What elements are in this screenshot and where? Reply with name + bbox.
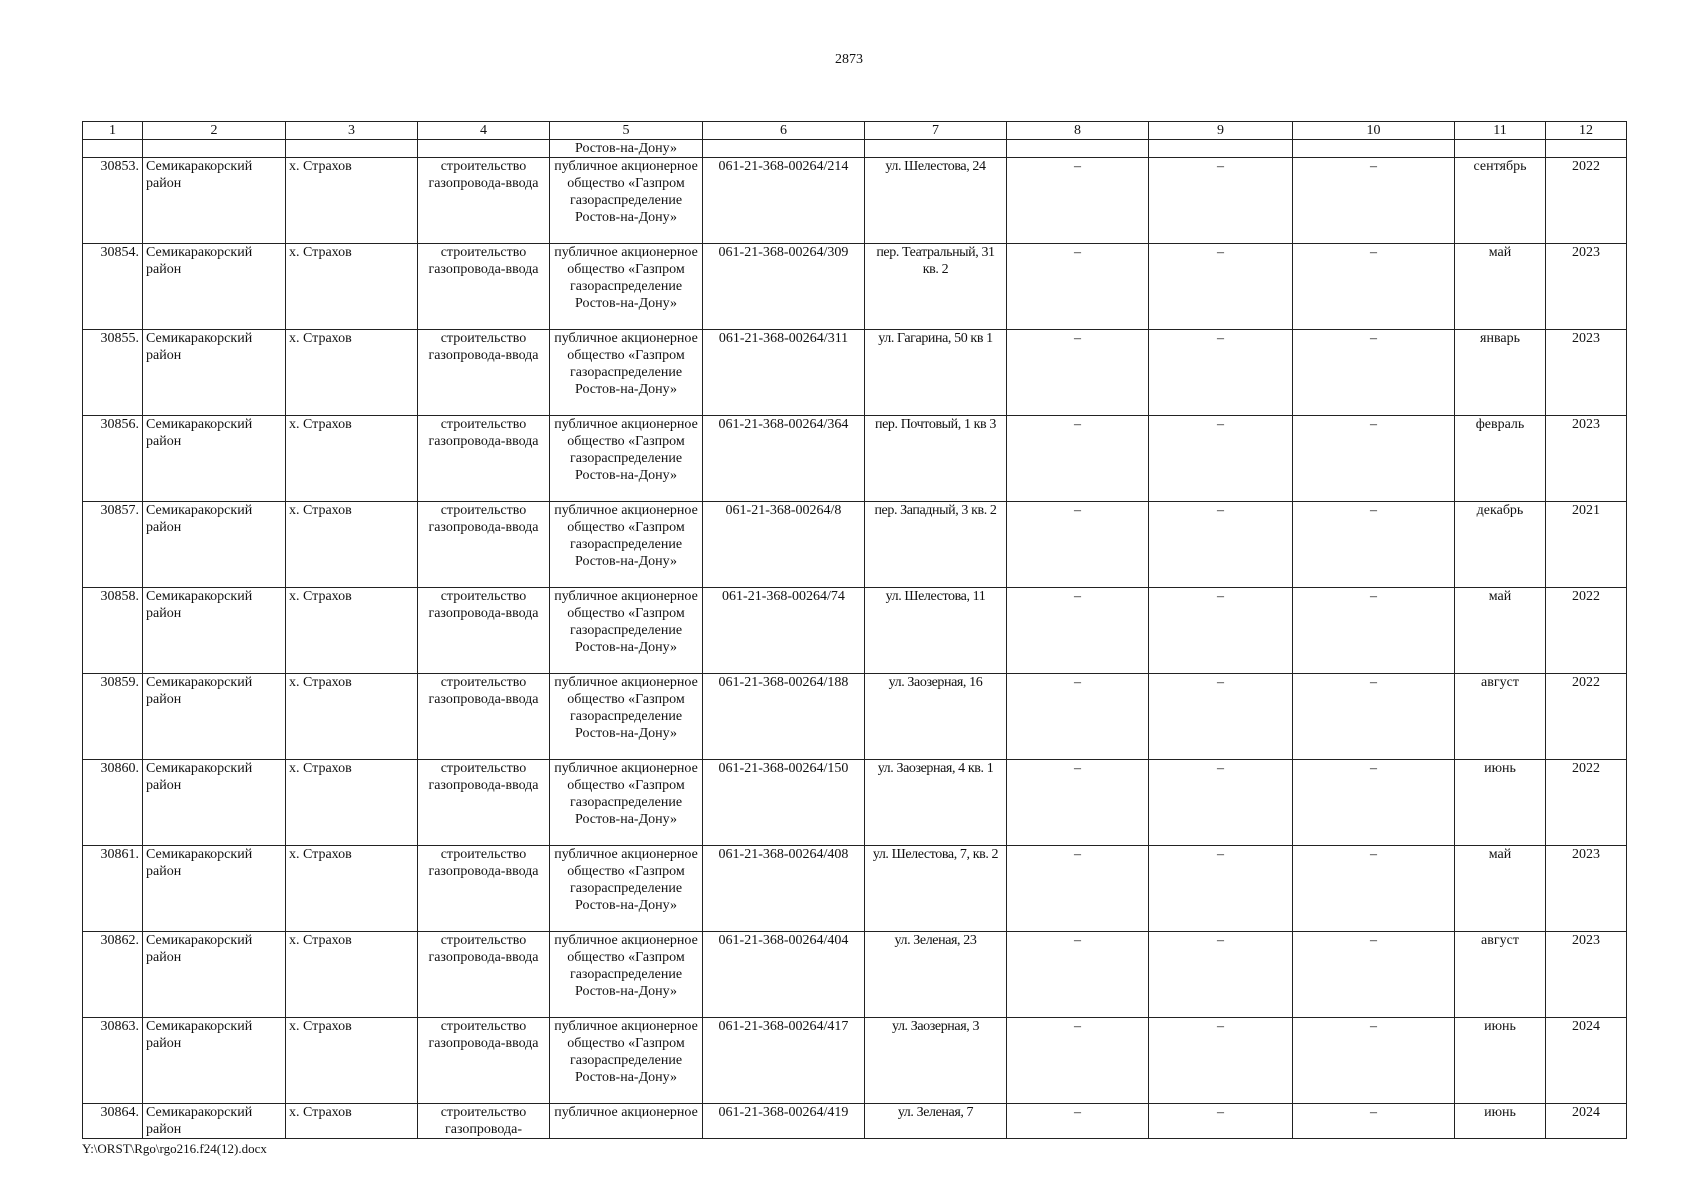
column-9-cell: – [1149, 502, 1293, 588]
work-type-cell: строительство газопровода-ввода [418, 244, 550, 330]
empty-cell [286, 140, 418, 158]
row-number-cell: 30862. [83, 932, 143, 1018]
work-type-cell: строительство газопровода-ввода [418, 760, 550, 846]
month-cell: май [1455, 588, 1546, 674]
year-cell: 2023 [1546, 932, 1627, 1018]
table-row [83, 158, 1627, 244]
table-row [83, 674, 1627, 760]
organization-cell: публичное акционерное общество «Газпром газораспределение Ростов-на-Дону» [550, 502, 703, 588]
district-cell: Семикаракорский район [143, 244, 286, 330]
registration-code-cell: 061-21-368-00264/188 [703, 674, 865, 760]
empty-cell [143, 140, 286, 158]
address-cell: ул. Заозерная, 3 [865, 1018, 1007, 1104]
column-8-cell: – [1007, 932, 1149, 1018]
column-10-cell: – [1293, 932, 1455, 1018]
address-cell: ул. Зеленая, 23 [865, 932, 1007, 1018]
registration-code-cell: 061-21-368-00264/311 [703, 330, 865, 416]
organization-cell: публичное акционерное общество «Газпром газораспределение Ростов-на-Дону» [550, 932, 703, 1018]
column-10-cell: – [1293, 416, 1455, 502]
table-row [83, 846, 1627, 932]
organization-cell: публичное акционерное общество «Газпром газораспределение Ростов-на-Дону» [550, 158, 703, 244]
address-cell: ул. Зеленая, 7 [865, 1104, 1007, 1139]
column-9-cell: – [1149, 932, 1293, 1018]
registration-code-cell: 061-21-368-00264/309 [703, 244, 865, 330]
month-cell: июнь [1455, 1104, 1546, 1139]
address-cell: пер. Почтовый, 1 кв 3 [865, 416, 1007, 502]
table-row [83, 502, 1627, 588]
register-table [82, 121, 1627, 1139]
table-row [83, 330, 1627, 416]
registration-code-cell: 061-21-368-00264/408 [703, 846, 865, 932]
year-cell: 2023 [1546, 330, 1627, 416]
year-cell: 2022 [1546, 158, 1627, 244]
month-cell: май [1455, 244, 1546, 330]
settlement-cell: х. Страхов [286, 588, 418, 674]
empty-cell [83, 140, 143, 158]
year-cell: 2022 [1546, 674, 1627, 760]
column-number: 11 [1455, 122, 1546, 140]
address-cell: ул. Заозерная, 4 кв. 1 [865, 760, 1007, 846]
district-cell: Семикаракорский район [143, 158, 286, 244]
column-9-cell: – [1149, 588, 1293, 674]
row-number-cell: 30856. [83, 416, 143, 502]
work-type-cell: строительство газопровода-ввода [418, 932, 550, 1018]
work-type-cell: строительство газопровода-ввода [418, 502, 550, 588]
column-9-cell: – [1149, 330, 1293, 416]
table-row [83, 588, 1627, 674]
month-cell: сентябрь [1455, 158, 1546, 244]
column-number: 12 [1546, 122, 1627, 140]
district-cell: Семикаракорский район [143, 588, 286, 674]
column-9-cell: – [1149, 674, 1293, 760]
registration-code-cell: 061-21-368-00264/150 [703, 760, 865, 846]
page-number: 2873 [835, 52, 863, 67]
registration-code-cell: 061-21-368-00264/364 [703, 416, 865, 502]
column-number-row [83, 122, 1627, 140]
settlement-cell: х. Страхов [286, 330, 418, 416]
column-10-cell: – [1293, 674, 1455, 760]
organization-cell: публичное акционерное общество «Газпром газораспределение Ростов-на-Дону» [550, 330, 703, 416]
column-number: 5 [550, 122, 703, 140]
registration-code-cell: 061-21-368-00264/74 [703, 588, 865, 674]
organization-cell: публичное акционерное общество «Газпром газораспределение Ростов-на-Дону» [550, 588, 703, 674]
work-type-cell: строительство газопровода-ввода [418, 1018, 550, 1104]
column-10-cell: – [1293, 244, 1455, 330]
column-8-cell: – [1007, 1018, 1149, 1104]
table-row [83, 1018, 1627, 1104]
settlement-cell: х. Страхов [286, 158, 418, 244]
column-8-cell: – [1007, 244, 1149, 330]
district-cell: Семикаракорский район [143, 674, 286, 760]
registration-code-cell: 061-21-368-00264/404 [703, 932, 865, 1018]
column-9-cell: – [1149, 416, 1293, 502]
address-cell: пер. Западный, 3 кв. 2 [865, 502, 1007, 588]
column-number: 9 [1149, 122, 1293, 140]
month-cell: июнь [1455, 1018, 1546, 1104]
month-cell: август [1455, 932, 1546, 1018]
column-8-cell: – [1007, 846, 1149, 932]
settlement-cell: х. Страхов [286, 1018, 418, 1104]
column-9-cell: – [1149, 760, 1293, 846]
work-type-cell: строительство газопровода-ввода [418, 674, 550, 760]
month-cell: май [1455, 846, 1546, 932]
row-number-cell: 30858. [83, 588, 143, 674]
settlement-cell: х. Страхов [286, 760, 418, 846]
table-row [83, 1104, 1627, 1139]
district-cell: Семикаракорский район [143, 760, 286, 846]
column-number: 8 [1007, 122, 1149, 140]
empty-cell [703, 140, 865, 158]
empty-cell [865, 140, 1007, 158]
column-8-cell: – [1007, 330, 1149, 416]
month-cell: январь [1455, 330, 1546, 416]
empty-cell [1149, 140, 1293, 158]
organization-cell: публичное акционерное общество «Газпром газораспределение Ростов-на-Дону» [550, 760, 703, 846]
table-row [83, 760, 1627, 846]
registration-code-cell: 061-21-368-00264/419 [703, 1104, 865, 1139]
organization-cell: публичное акционерное общество «Газпром газораспределение Ростов-на-Дону» [550, 846, 703, 932]
year-cell: 2023 [1546, 416, 1627, 502]
table-row [83, 416, 1627, 502]
column-10-cell: – [1293, 502, 1455, 588]
work-type-cell: строительство газопровода- [418, 1104, 550, 1139]
empty-cell [1546, 140, 1627, 158]
settlement-cell: х. Страхов [286, 846, 418, 932]
column-number: 3 [286, 122, 418, 140]
month-cell: июнь [1455, 760, 1546, 846]
year-cell: 2022 [1546, 760, 1627, 846]
column-9-cell: – [1149, 244, 1293, 330]
column-9-cell: – [1149, 158, 1293, 244]
row-number-cell: 30860. [83, 760, 143, 846]
organization-cell: Ростов-на-Дону» [550, 140, 703, 158]
address-cell: ул. Шелестова, 24 [865, 158, 1007, 244]
empty-cell [1293, 140, 1455, 158]
column-number: 10 [1293, 122, 1455, 140]
settlement-cell: х. Страхов [286, 244, 418, 330]
year-cell: 2023 [1546, 244, 1627, 330]
row-number-cell: 30857. [83, 502, 143, 588]
column-10-cell: – [1293, 846, 1455, 932]
column-number: 7 [865, 122, 1007, 140]
year-cell: 2024 [1546, 1018, 1627, 1104]
column-8-cell: – [1007, 158, 1149, 244]
settlement-cell: х. Страхов [286, 502, 418, 588]
column-10-cell: – [1293, 330, 1455, 416]
work-type-cell: строительство газопровода-ввода [418, 416, 550, 502]
empty-cell [1455, 140, 1546, 158]
column-number: 1 [83, 122, 143, 140]
settlement-cell: х. Страхов [286, 416, 418, 502]
column-8-cell: – [1007, 416, 1149, 502]
column-number: 6 [703, 122, 865, 140]
address-cell: ул. Заозерная, 16 [865, 674, 1007, 760]
row-number-cell: 30854. [83, 244, 143, 330]
row-number-cell: 30861. [83, 846, 143, 932]
address-cell: ул. Шелестова, 7, кв. 2 [865, 846, 1007, 932]
settlement-cell: х. Страхов [286, 674, 418, 760]
column-8-cell: – [1007, 502, 1149, 588]
column-10-cell: – [1293, 1018, 1455, 1104]
column-number: 4 [418, 122, 550, 140]
year-cell: 2021 [1546, 502, 1627, 588]
year-cell: 2024 [1546, 1104, 1627, 1139]
row-number-cell: 30863. [83, 1018, 143, 1104]
organization-cell: публичное акционерное общество «Газпром газораспределение Ростов-на-Дону» [550, 674, 703, 760]
column-10-cell: – [1293, 158, 1455, 244]
empty-cell [418, 140, 550, 158]
month-cell: декабрь [1455, 502, 1546, 588]
district-cell: Семикаракорский район [143, 1104, 286, 1139]
district-cell: Семикаракорский район [143, 846, 286, 932]
column-9-cell: – [1149, 1104, 1293, 1139]
address-cell: пер. Театральный, 31 кв. 2 [865, 244, 1007, 330]
row-number-cell: 30864. [83, 1104, 143, 1139]
organization-cell: публичное акционерное [550, 1104, 703, 1139]
work-type-cell: строительство газопровода-ввода [418, 846, 550, 932]
district-cell: Семикаракорский район [143, 502, 286, 588]
continued-row [83, 140, 1627, 158]
column-8-cell: – [1007, 674, 1149, 760]
column-10-cell: – [1293, 760, 1455, 846]
row-number-cell: 30859. [83, 674, 143, 760]
column-number: 2 [143, 122, 286, 140]
column-9-cell: – [1149, 846, 1293, 932]
district-cell: Семикаракорский район [143, 416, 286, 502]
address-cell: ул. Шелестова, 11 [865, 588, 1007, 674]
table-row [83, 932, 1627, 1018]
registration-code-cell: 061-21-368-00264/417 [703, 1018, 865, 1104]
month-cell: август [1455, 674, 1546, 760]
column-10-cell: – [1293, 1104, 1455, 1139]
registration-code-cell: 061-21-368-00264/214 [703, 158, 865, 244]
work-type-cell: строительство газопровода-ввода [418, 588, 550, 674]
settlement-cell: х. Страхов [286, 1104, 418, 1139]
work-type-cell: строительство газопровода-ввода [418, 158, 550, 244]
district-cell: Семикаракорский район [143, 932, 286, 1018]
month-cell: февраль [1455, 416, 1546, 502]
year-cell: 2022 [1546, 588, 1627, 674]
district-cell: Семикаракорский район [143, 1018, 286, 1104]
year-cell: 2023 [1546, 846, 1627, 932]
row-number-cell: 30855. [83, 330, 143, 416]
column-8-cell: – [1007, 1104, 1149, 1139]
column-9-cell: – [1149, 1018, 1293, 1104]
organization-cell: публичное акционерное общество «Газпром газораспределение Ростов-на-Дону» [550, 416, 703, 502]
table-row [83, 244, 1627, 330]
empty-cell [1007, 140, 1149, 158]
settlement-cell: х. Страхов [286, 932, 418, 1018]
address-cell: ул. Гагарина, 50 кв 1 [865, 330, 1007, 416]
file-path-footer: Y:\ORST\Rgo\rgo216.f24(12).docx [82, 1141, 267, 1156]
registration-code-cell: 061-21-368-00264/8 [703, 502, 865, 588]
column-10-cell: – [1293, 588, 1455, 674]
organization-cell: публичное акционерное общество «Газпром газораспределение Ростов-на-Дону» [550, 1018, 703, 1104]
column-8-cell: – [1007, 760, 1149, 846]
organization-cell: публичное акционерное общество «Газпром газораспределение Ростов-на-Дону» [550, 244, 703, 330]
column-8-cell: – [1007, 588, 1149, 674]
work-type-cell: строительство газопровода-ввода [418, 330, 550, 416]
row-number-cell: 30853. [83, 158, 143, 244]
district-cell: Семикаракорский район [143, 330, 286, 416]
